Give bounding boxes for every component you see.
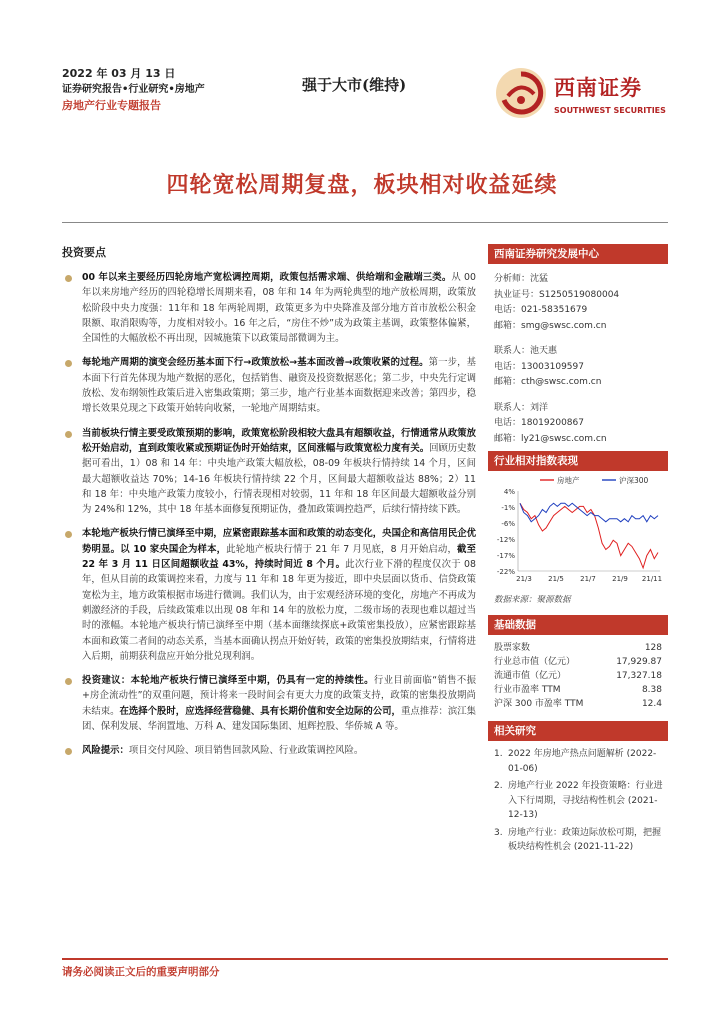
report-date: 2022 年 03 月 13 日 — [62, 67, 176, 80]
table-row — [488, 655, 668, 669]
logo-text-en: SOUTHWEST SECURITIES — [554, 106, 666, 115]
report-kind: 房地产行业专题报告 — [62, 99, 161, 112]
row-label: 行业总市值（亿元） — [494, 657, 576, 667]
y-tick-label: -17% — [496, 552, 515, 560]
row-value: 8.38 — [641, 685, 662, 695]
basic-data-table — [488, 641, 668, 711]
relative-index-chart — [488, 471, 668, 591]
x-tick-label: 21/11 — [641, 575, 663, 583]
footer-disclaimer: 请务必阅读正文后的重要声明部分 — [62, 966, 220, 978]
list-item — [494, 779, 664, 823]
contact-line: 联系人：池天惠 — [494, 346, 558, 356]
x-tick-label: 21/5 — [548, 575, 564, 583]
main-content — [62, 244, 476, 768]
header-meta — [62, 66, 282, 114]
series-line-1 — [520, 503, 658, 522]
key-point — [62, 270, 476, 346]
sidebar — [488, 244, 668, 858]
contact-line: 邮箱：smg@swsc.com.cn — [494, 320, 607, 331]
key-points — [62, 270, 476, 759]
key-point-bold: 风险提示： — [82, 745, 129, 757]
item-text: 房地产行业 2022 年投资策略：行业进入下行周期，寻找结构性机会 (2021-12-13) — [508, 781, 663, 820]
key-point-text: 行业目前面临“销售不振+房企流动性”的双重问题，预计将来一段时间会有更大力度的政策支持，政策的密集投放期尚未结束。 — [82, 675, 476, 717]
key-point-bold-2: 截至 22 年 3 月 11 日区间超额收益 43%，持续时间近 8 个月。 — [82, 543, 476, 571]
y-tick-label: 4% — [503, 488, 515, 496]
key-point — [62, 426, 476, 518]
data-header: 基础数据 — [488, 615, 668, 635]
row-value: 12.4 — [641, 699, 662, 709]
item-text: 2022 年房地产热点问题解析 (2022-01-06) — [508, 749, 657, 774]
contact-line: 联系人：刘洋 — [494, 402, 549, 413]
contact-line: 执业证号：S1250519080004 — [494, 289, 620, 300]
y-tick-label: -22% — [496, 568, 515, 576]
logo-text-cn: 西南证券 — [554, 75, 642, 100]
table-row — [488, 641, 668, 655]
contact-line: 电话：18019200867 — [494, 418, 584, 428]
contact-line: 电话：021-58351679 — [494, 305, 588, 315]
chart-source: 数据来源：聚源数据 — [494, 595, 571, 605]
legend-label: 房地产 — [557, 476, 580, 485]
item-number: 2. — [494, 781, 503, 791]
header-divider — [62, 222, 668, 223]
table-row — [488, 669, 668, 683]
section-title: 投资要点 — [62, 246, 106, 259]
y-tick-label: -1% — [501, 504, 515, 512]
spacer — [494, 334, 662, 344]
key-point-bold: 投资建议：本轮地产板块行情已演绎至中期，仍具有一定的持续性。 — [82, 675, 374, 687]
row-label: 沪深 300 市盈率 TTM — [494, 699, 584, 709]
key-point — [62, 355, 476, 416]
company-logo — [494, 66, 674, 122]
item-text: 房地产行业：政策边际放松可期，把握板块结构性机会 (2021-11-22) — [508, 827, 662, 852]
item-number: 3. — [494, 827, 503, 838]
x-tick-label: 21/7 — [580, 575, 596, 583]
report-title: 四轮宽松周期复盘，板块相对收益延续 — [166, 172, 558, 198]
x-tick-label: 21/9 — [612, 575, 628, 583]
key-point-bold-2: 在选择个股时，应选择经营稳健、具有长期价值和安全边际的公司， — [119, 705, 401, 717]
row-label: 流通市值（亿元） — [494, 671, 567, 681]
key-point — [62, 526, 476, 664]
key-point-bold: 本轮地产板块行情已演绎至中期，应紧密跟踪基本面和政策的动态变化，央国企和高信用民企优势明显。以 10 家央国企为样本， — [82, 528, 476, 555]
report-type: 证券研究报告•行业研究•房地产 — [62, 84, 205, 95]
key-point-text: 第一步，基本面下行首先体现为地产数据的恶化，包括销售、融资及投资数据恶化；第二步，中央先行定调放松、发布纲领性政策后进入密集政策期；第三步，地产行业基本面数据迎来改善；第四步，稳增长效果兑现之下政策开始转向收紧，一轮地产周期结束。 — [82, 357, 476, 415]
list-item — [494, 826, 664, 855]
key-point-bold: 每轮地产周期的演变会经历基本面下行→政策放松→基本面改善→政策收紧的过程。 — [82, 357, 429, 369]
table-row — [488, 697, 668, 711]
item-number: 1. — [494, 749, 503, 759]
contacts — [488, 264, 668, 451]
y-tick-label: -6% — [501, 520, 515, 528]
key-point-text: 回顾历史数据可看出，1）08 和 14 年：中央地产政策大幅放松，08-09 年板块行情持续 14 个月，区间最大超额收益达 70%；14-16 年板块行情持续 22 个月，区间最大超额收益达 88%；2）11 和 18 年：中央地产政策力度较小，行情表现相对较弱，11 年和 18 年区间最大超额收益分别为 24%和 12%，其中 18 年基本面修复预期证伪，叠加政策调控趋严，后续行情持续下跌。 — [82, 442, 476, 516]
key-point-text: 项目交付风险、项目销售回款风险、行业政策调控风险。 — [128, 745, 364, 757]
key-point-bold: 00 年以来主要经历四轮房地产宽松调控周期，政策包括需求端、供给端和金融端三类。 — [82, 272, 452, 283]
row-value: 17,327.18 — [616, 671, 662, 681]
list-item — [494, 747, 664, 776]
legend-label: 沪深300 — [619, 476, 649, 485]
chart-svg — [488, 471, 668, 591]
key-point — [62, 673, 476, 734]
key-point-text-2: 重点推荐：滨江集团、保利发展、华润置地、万科 A、建发国际集团、旭辉控股、华侨城 A 等。 — [82, 705, 476, 733]
spacer — [494, 391, 662, 401]
chart-header: 行业相对指数表现 — [488, 451, 668, 471]
logo-mark-icon — [494, 66, 548, 120]
footer-divider — [62, 958, 668, 960]
row-label: 股票家数 — [494, 643, 531, 653]
contact-line: 分析师：沈猛 — [494, 274, 549, 284]
research-header: 相关研究 — [488, 721, 668, 741]
key-point-text: 此轮地产板块行情于 21 年 7 月见底，8 月开始启动， — [226, 543, 458, 555]
row-value: 128 — [644, 643, 662, 653]
table-row — [488, 683, 668, 697]
y-tick-label: -12% — [496, 536, 515, 544]
analyst-header: 西南证券研究发展中心 — [488, 244, 668, 264]
related-research — [488, 741, 668, 855]
key-point-text: 从 00 年以来房地产经历的四轮稳增长周期来看，08 年和 14 年为两轮典型的地产放松周期，政策放松阶段中央力度强：11年和 18 年两轮周期，政策更多为中央降准及部分地方首市放松公积金限额、取消限购等，力度相对较小。16 年之后，“房住不炒”成为政策主基调，政策整体偏紧，全国性的大幅放松不再出现，因城施策下以政策局部微调为主。 — [82, 272, 476, 345]
x-tick-label: 21/3 — [516, 575, 532, 583]
contact-line: 邮箱：cth@swsc.com.cn — [494, 377, 602, 387]
rating: 强于大市(维持) — [302, 76, 407, 94]
key-point-text-2: 此次行业下滑的程度仅次于 08 年，但从目前的政策调控来看，力度与 11 年和 18 年更为接近，即中央层面以货币、信贷政策宽松为主，地方政策根据市场进行微调。我们认为，由于宏观经济环境的变化，房地产不再成为刺激经济的手段，后续政策难以出现 08 年和 14 年的放松力度，二级市场的表现也难以超过当时的涨幅。本轮地产板块行情已演绎至中期（基本面继续探底+政策密集投放），应紧密跟踪基本面和政策二者间的动态关系，当基本面确认拐点开始好转，政策的密集投放期结束，行情将进入后期，前期获利盘应开始分批兑现利润。 — [82, 559, 476, 662]
key-point-bold: 当前板块行情主要受政策预期的影响，政策宽松阶段相较大盘具有超额收益，行情通常从政策放松开始启动，直到政策收紧或预期证伪时开始结束，区间涨幅与政策宽松力度有关。 — [82, 427, 476, 454]
contact-line: 邮箱：ly21@swsc.com.cn — [494, 433, 607, 444]
key-point — [62, 743, 476, 758]
contact-line: 电话：13003109597 — [494, 361, 584, 372]
row-label: 行业市盈率 TTM — [494, 685, 561, 695]
row-value: 17,929.87 — [616, 657, 662, 667]
